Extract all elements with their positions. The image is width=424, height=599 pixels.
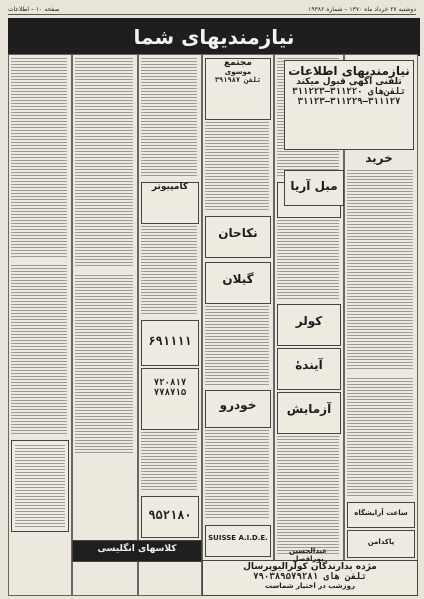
phone-111-number: ۶۹۱۱۱۱: [148, 334, 192, 348]
pakdam-title: پاکدامن: [367, 538, 395, 546]
computer-ad: [141, 182, 199, 224]
azmayesh-ad: [277, 392, 341, 434]
page-header-left: صفحه ۱۰ – اطلاعات: [8, 5, 60, 13]
bottom-ad-subtitle: روزشب در اختیار شماست: [265, 581, 355, 590]
kelasha-ad: [72, 540, 202, 562]
column-3-text-c: [141, 432, 197, 492]
phone-box-number-1: ۷۲۰۸۱۷: [153, 378, 187, 388]
suisse-ad: [205, 525, 271, 557]
notice-subtitle: تلفنی آگهی قبول میکند: [296, 77, 402, 88]
section-banner: [8, 18, 420, 56]
banner-title: نیازمندیهای شما: [133, 25, 295, 49]
column-3-text-a: [141, 58, 197, 178]
suisse-title: SUISSE A.I.D.E.: [208, 534, 268, 542]
bottom-ad-title: مژده بدارندگان کولرالیوپرسال: [243, 562, 377, 572]
big-phone-number: ۹۵۲۱۸۰: [148, 508, 192, 522]
bottom-wide-ad: [202, 560, 418, 596]
khodro-title: خودرو: [219, 398, 257, 412]
nekahan-ad: [205, 216, 271, 258]
column-1-ad-box: [11, 440, 69, 532]
saramad-title: ساعت آرایشگاه: [354, 509, 408, 517]
column-4-text-c: [205, 430, 269, 520]
kelasha-title: کلاسهای انگلیسی: [97, 544, 177, 554]
moosavi-label: موسوی: [224, 67, 252, 76]
column-6-text-a: [347, 170, 413, 370]
column-1-text-b: [11, 265, 67, 435]
phone-box-number-2: ۷۷۸۷۱۵: [153, 387, 187, 398]
gilan-ad: [205, 262, 271, 304]
moosavi-phone: تلفن ۳۹۱۹۸۷: [214, 75, 262, 84]
column-2-text-b: [75, 275, 133, 455]
gilan-title: گیلان: [222, 272, 254, 286]
phone-111-ad: [141, 320, 199, 366]
column-5-text-b: [277, 220, 339, 300]
bottom-ad-phones: تلفن های ۷۹۰۳۸۹۵۷۹۲۸۱: [253, 571, 367, 582]
page-header-right: دوشنبه ۲۷ خرداد ماه ۱۳۷۰ – شماره ۱۹۳۸۶: [308, 5, 416, 13]
column-3-text-b: [141, 226, 197, 316]
notice-title: نیازمندیهای اطلاعات: [288, 64, 410, 78]
ayandeh-ad: [277, 348, 341, 390]
notice-box: [284, 60, 414, 150]
nekahan-title: نکاحان: [218, 226, 258, 240]
mojtame-ad: [205, 58, 271, 120]
azmayesh-title: آزمایش: [286, 402, 332, 416]
pakdam-ad: [347, 530, 415, 558]
mobl-arya-title: مبل آریا: [290, 179, 338, 193]
big-phone-ad: [141, 496, 199, 538]
column-1-text-a: [11, 58, 67, 258]
koller-title: کولر: [295, 314, 323, 328]
saramad-ad: [347, 502, 415, 528]
notice-phones-2: ۳۱۱۱۲۷–۳۱۱۲۲۹–۳۱۱۲۳: [297, 96, 401, 107]
khodro-ad: [205, 390, 271, 428]
column-4-text-a: [205, 122, 269, 212]
column-1-ad-text: [15, 445, 65, 527]
koller-ad: [277, 304, 341, 346]
mojtame-title: مجتمع: [224, 58, 252, 68]
column-5-text-c: [277, 436, 339, 556]
seller-name: عبدالحسین یوراقصل: [288, 547, 328, 563]
computer-ad-title: کامپیوتر: [151, 182, 189, 192]
page-header-line: [8, 4, 416, 15]
mobl-arya-ad: [284, 170, 344, 206]
column-4-text-b: [205, 306, 269, 386]
ayandeh-title: آیندهٔ: [295, 358, 323, 372]
phone-box-ad: [141, 368, 199, 430]
kharid-heading: خرید: [365, 151, 393, 165]
column-2-text-a: [75, 58, 133, 268]
column-6-text-b: [347, 378, 413, 498]
notice-phones-1: تلفن‌های ۳۱۱۲۲۰–۳۱۱۲۲۳: [292, 87, 406, 98]
